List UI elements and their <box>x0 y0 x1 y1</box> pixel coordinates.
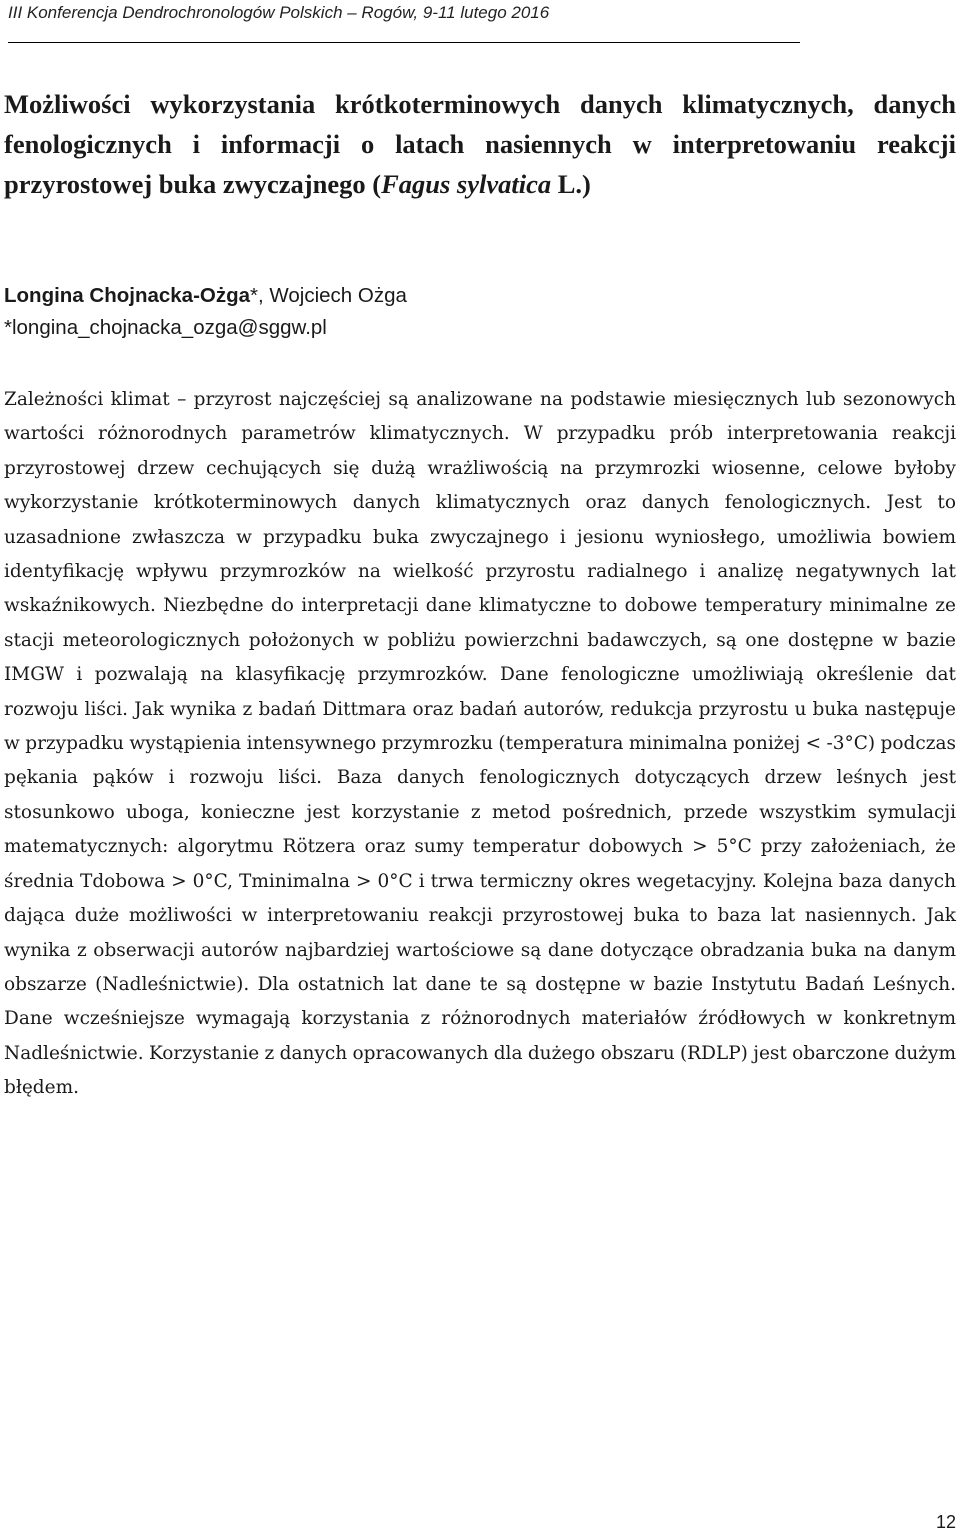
title-end: L.) <box>551 169 591 199</box>
author-2: Wojciech Ożga <box>269 284 407 307</box>
paper-title <box>4 84 956 204</box>
corresponding-email: *longina_chojnacka_ozga@sggw.pl <box>4 316 327 339</box>
page-number: 12 <box>935 1512 956 1532</box>
authors <box>4 281 956 311</box>
abstract-text: Zależności klimat – przyrost najczęściej są analizowane na podstawie miesięcznych lub sezonowych wartości różnorodnych parametrów klimatycznych. W przypadku prób interpretowania reakcji przyrostowej drzew cechujących się dużą wrażliwością na przymrozki wiosenne, celowe byłoby wykorzystanie krótkoterminowych danych klimatycznych oraz danych fenologicznych. Jest to uzasadnione zwłaszcza w przypadku buka zwyczajnego i jesionu wyniosłego, umożliwia bowiem identyfikację wpływu przymrozków na wielkość przyrostu radialnego i analizę negatywnych lat wskaźnikowych. Niezbędne do interpretacji dane klimatyczne to dobowe temperatury minimalne ze stacji meteorologicznych położonych w pobliżu powierzchni badawczych, są one dostępne w bazie IMGW i pozwalają na klasyfikację przymrozków. Dane fenologiczne umożliwiają określenie dat rozwoju liści. Jak wynika z badań Dittmara oraz badań autorów, redukcja przyrostu u buka następuje w przypadku wystąpienia intensywnego przymrozku (temperatura minimalna poniżej < -3°C) podczas pękania pąków i rozwoju liści. Baza danych fenologicznych dotyczących drzew leśnych jest stosunkowo uboga, konieczne jest korzystanie z metod pośrednich, przede wszystkim symulacji matematycznych: algorytmu Rötzera oraz sumy temperatur dobowych > 5°C przy założeniach, że średnia Tdobowa > 0°C, Tminimalna > 0°C i trwa termiczny okres wegetacyjny. Kolejna baza danych dająca duże możliwości w interpretowaniu reakcji przyrostowej buka to baza lat nasiennych. Jak wynika z obserwacji autorów najbardziej wartościowe są dane dotyczące obradzania buka na danym obszarze (Nadleśnictwie). Dla ostatnich lat dane te są dostępne w bazie Instytutu Badań Leśnych. Dane wcześniejsze wymagają korzystania z różnorodnych materiałów źródłowych w konkretnym Nadleśnictwie. Korzystanie z danych opracowanych dla dużego obszaru (RDLP) jest obarczone dużym błędem. <box>4 389 956 1099</box>
author-1-mark: *, <box>250 284 270 307</box>
title-main: Możliwości wykorzystania krótkoterminowych danych klimatycznych, danych fenologicznych i informacji o latach nasiennych w interpretowaniu reakcji przyrostowej buka zwyczajnego ( <box>4 89 956 199</box>
running-header: III Konferencja Dendrochronologów Polskich – Rogów, 9-11 lutego 2016 <box>8 3 550 22</box>
header-rule <box>8 42 800 43</box>
title-species: Fagus sylvatica <box>381 169 552 199</box>
author-1: Longina Chojnacka-Ożga <box>4 284 251 307</box>
